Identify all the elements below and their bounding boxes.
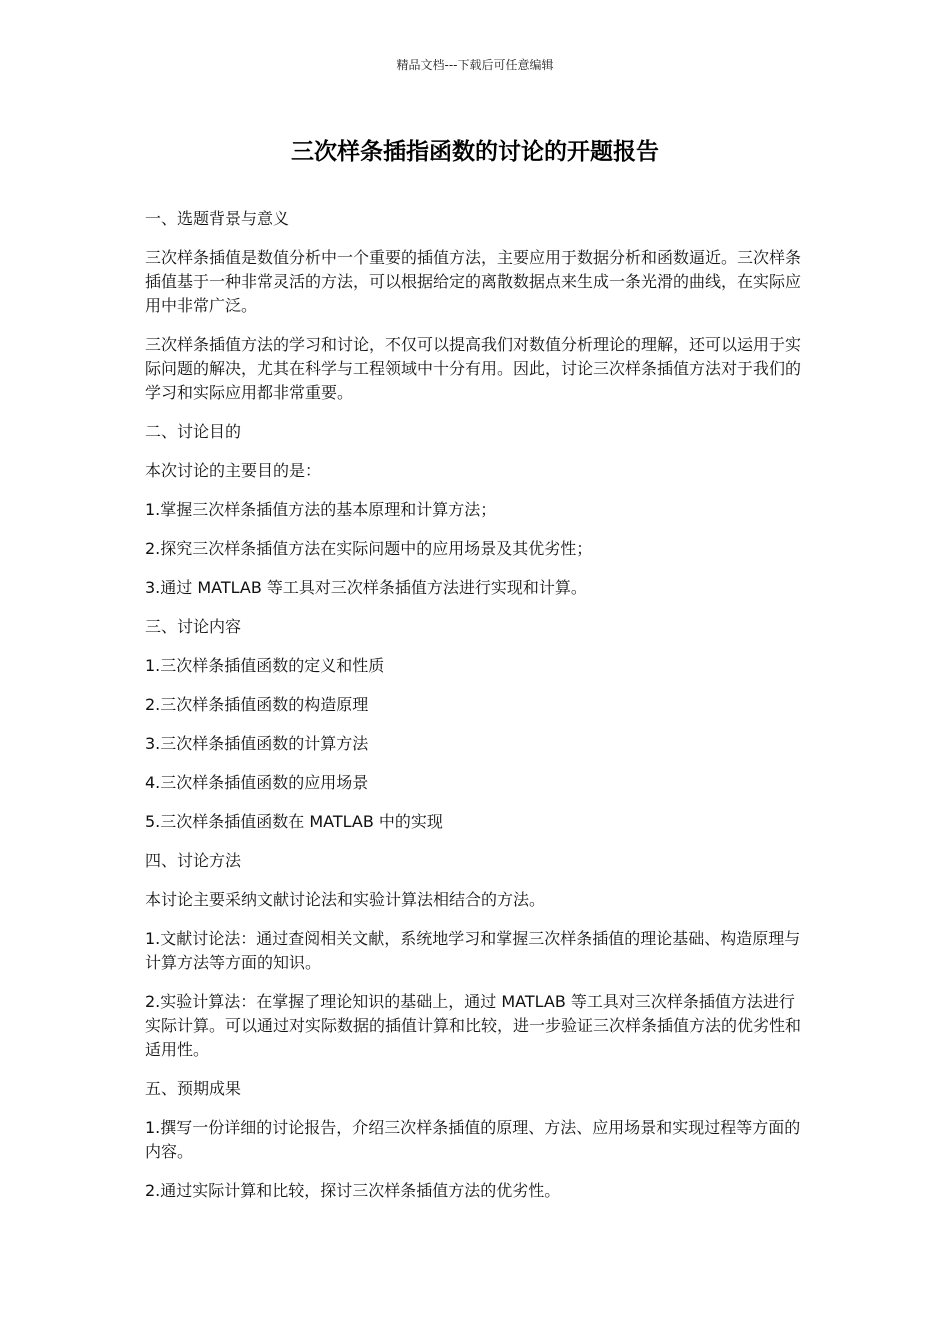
paragraph: 三次样条插值是数值分析中一个重要的插值方法，主要应用于数据分析和函数逼近。三次样条插值基于一种非常灵活的方法，可以根据给定的离散数据点来生成一条光滑的曲线，在实际应用中非常广泛。 <box>145 248 802 315</box>
section-heading-purpose: 二、讨论目的 <box>145 422 242 441</box>
section-heading-method: 四、讨论方法 <box>145 851 242 870</box>
section-heading-results: 五、预期成果 <box>145 1079 242 1098</box>
list-item: 2.探究三次样条插值方法在实际问题中的应用场景及其优劣性； <box>145 539 593 558</box>
paragraph: 三次样条插值方法的学习和讨论，不仅可以提高我们对数值分析理论的理解，还可以运用于实际问题的解决，尤其在科学与工程领域中十分有用。因此，讨论三次样条插值方法对于我们的学习和实际应用都非常重要。 <box>145 335 802 402</box>
list-item: 3.三次样条插值函数的计算方法 <box>145 734 369 753</box>
list-item: 1.三次样条插值函数的定义和性质 <box>145 656 385 675</box>
list-item: 1.文献讨论法：通过查阅相关文献，系统地学习和掌握三次样条插值的理论基础、构造原理与计算方法等方面的知识。 <box>145 929 801 972</box>
list-item: 4.三次样条插值函数的应用场景 <box>145 773 369 792</box>
list-item: 1.掌握三次样条插值方法的基本原理和计算方法； <box>145 500 497 519</box>
section-heading-background: 一、选题背景与意义 <box>145 209 290 228</box>
paragraph: 本次讨论的主要目的是： <box>145 461 322 480</box>
list-item: 3.通过 MATLAB 等工具对三次样条插值方法进行实现和计算。 <box>145 578 587 597</box>
list-item: 2.通过实际计算和比较，探讨三次样条插值方法的优劣性。 <box>145 1181 561 1200</box>
list-item: 2.实验计算法：在掌握了理论知识的基础上，通过 MATLAB 等工具对三次样条插值方法进行实际计算。可以通过对实际数据的插值计算和比较，进一步验证三次样条插值方法的优劣性和适用性。 <box>145 992 802 1059</box>
document-title: 三次样条插指函数的讨论的开题报告 <box>291 139 659 165</box>
list-item: 2.三次样条插值函数的构造原理 <box>145 695 369 714</box>
document-body <box>145 207 810 1218</box>
list-item: 1.撰写一份详细的讨论报告，介绍三次样条插值的原理、方法、应用场景和实现过程等方面的内容。 <box>145 1118 801 1161</box>
paragraph: 本讨论主要采纳文献讨论法和实验计算法相结合的方法。 <box>145 890 546 909</box>
section-heading-content: 三、讨论内容 <box>145 617 242 636</box>
page-header: 精品文档---下载后可任意编辑 <box>396 58 554 72</box>
list-item: 5.三次样条插值函数在 MATLAB 中的实现 <box>145 812 443 831</box>
